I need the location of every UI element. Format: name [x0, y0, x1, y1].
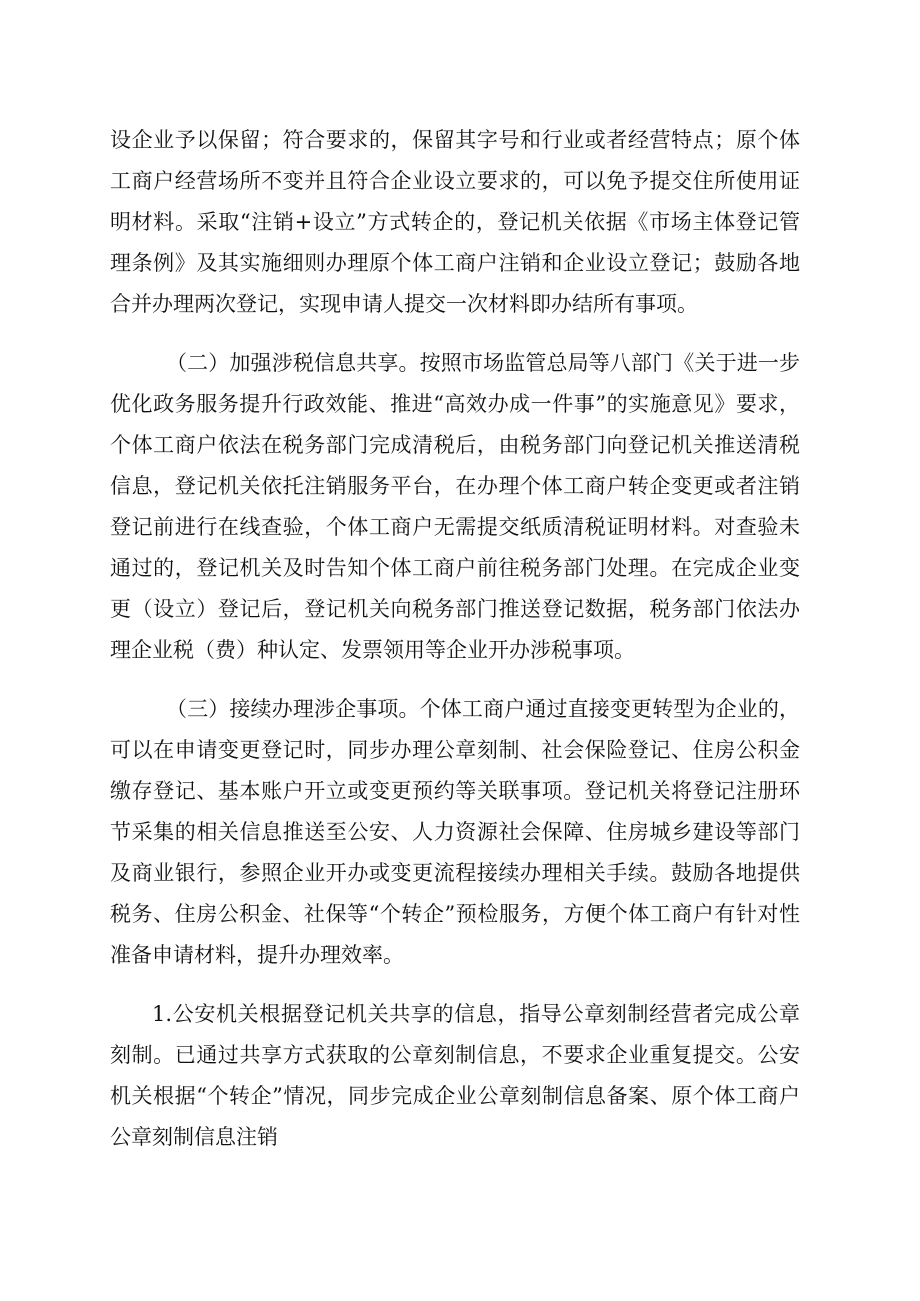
document-page [110, 120, 800, 1158]
paragraph-enterprise-matters: （三）接续办理涉企事项。个体工商户通过直接变更转型为企业的，可以在申请变更登记时，同步办理公章刻制、社会保险登记、住房公积金缴存登记、基本账户开立或变更预约等关联事项。登记机关将登记注册环节采集的相关信息推送至公安、人力资源社会保障、住房城乡建设等部门及商业银行，参照企业开办或变更流程接续办理相关手续。鼓励各地提供税务、住房公积金、社保等“个转企”预检服务，方便个体工商户有针对性准备申请材料，提升办理效率。 [110, 697, 800, 967]
paragraph-public-security: 1.公安机关根据登记机关共享的信息，指导公章刻制经营者完成公章刻制。已通过共享方式获取的公章刻制信息，不要求企业重复提交。公安机关根据“个转企”情况，同步完成企业公章刻制信息备案、原个体工商户公章刻制信息注销 [110, 1002, 800, 1149]
paragraph-continuation: 设企业予以保留；符合要求的，保留其字号和行业或者经营特点；原个体工商户经营场所不变并且符合企业设立要求的，可以免予提交住所使用证明材料。采取“注销+设立”方式转企的，登记机关依据《市场主体登记管理条例》及其实施细则办理原个体工商户注销和企业设立登记；鼓励各地合并办理两次登记，实现申请人提交一次材料即办结所有事项。 [110, 128, 800, 316]
paragraph-tax-info-sharing: （二）加强涉税信息共享。按照市场监管总局等八部门《关于进一步优化政务服务提升行政效能、推进“高效办成一件事”的实施意见》要求，个体工商户依法在税务部门完成清税后，由税务部门向登记机关推送清税信息，登记机关依托注销服务平台，在办理个体工商户转企变更或者注销登记前进行在线查验，个体工商户无需提交纸质清税证明材料。对查验未通过的，登记机关及时告知个体工商户前往税务部门处理。在完成企业变更（设立）登记后，登记机关向税务部门推送登记数据，税务部门依法办理企业税（费）种认定、发票领用等企业开办涉税事项。 [110, 351, 800, 662]
